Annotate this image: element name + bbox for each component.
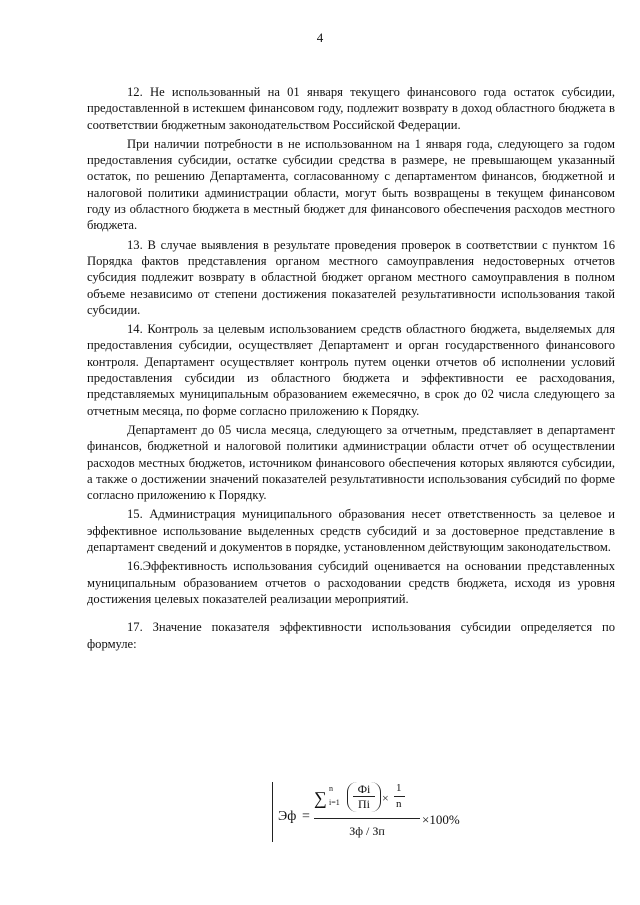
formula-sum-upper: n: [329, 784, 333, 793]
formula-fi: Фi: [357, 782, 371, 796]
paragraph-14-continuation: Департамент до 05 числа месяца, следующего за отчетным, представляет в департамент финансов, бюджетной и налоговой политики администрации области отчет об осуществлении расходов местных бюджетов, источником финансового обеспечения которых являются субсидии, а также о достижении значений показателей результативности использования субсидий по форме согласно приложению к Порядку.: [87, 422, 615, 503]
paragraph-13: 13. В случае выявления в результате проведения проверок в соответствии с пунктом 16 Порядка фактов представления органом местного самоуправления недостоверных отчетов субсидия подлежит возврату в областной бюджет органом местного самоуправления в полном объеме независимо от степени достижения показателей результативности использования такой субсидии.: [87, 237, 615, 317]
paragraph-15: 15. Администрация муниципального образования несет ответственность за целевое и эффективное использование выделенных средств субсидий и за достоверное представление в департамент сведений и документов в порядке, установленном действующим законодательством.: [87, 507, 615, 555]
formula-left-bar: [272, 782, 273, 842]
document-body: [87, 84, 615, 655]
paragraph-16: 16.Эффективность использования субсидий оценивается на основании представленных муниципальным образованием отчетов о расходовании средств бюджета, исходя из уровня достижения целевых показателей реализации мероприятий.: [87, 559, 615, 606]
page-number: 4: [316, 30, 324, 45]
paragraph-12-continuation: При наличии потребности в не использованном на 1 января года, следующего за годом предоставления субсидии, остатке субсидии средства в размере, не превышающем указанный остаток, по решению Департамента, согласованному с департаментом финансов, бюджетной и налоговой политики администрации области, могут быть возвращены в текущем финансовом году из областного бюджета в местный бюджет для финансового обеспечения расходов местного бюджета.: [87, 136, 615, 233]
paragraph-14: 14. Контроль за целевым использованием средств областного бюджета, выделяемых для предоставления субсидии, осуществляет Департамент и орган государственного финансового контроля. Департамент осуществляет контроль путем оценки отчетов об исполнении условий предоставления субсидии из областного бюджета и эффективности ее расходования, представляемых муниципальным образованием ежемесячно, в срок до 02 числа следующего за отчетным месяца, по форме согласно приложению к Порядку.: [87, 322, 615, 418]
formula-numerator: [314, 784, 418, 812]
formula-times: ×: [382, 791, 389, 805]
formula-one: 1: [396, 782, 402, 794]
paragraph-12: 12. Не использованный на 01 января текущего финансового года остаток субсидии, предоставленной в истекшем финансовом году, подлежит возврату в доход областного бюджета в соответствии бюджетным законодательством Российской Федерации.: [87, 85, 615, 132]
efficiency-formula: [272, 782, 472, 842]
formula-pi: Пi: [358, 797, 370, 811]
formula-sum-lower: i=1: [329, 798, 340, 807]
formula-main-fraction-line: [314, 818, 420, 819]
formula-n: n: [396, 798, 402, 810]
formula-lhs: Эф: [278, 809, 297, 824]
formula-sum-sign: ∑: [314, 788, 327, 808]
formula-small-fraction-line: [394, 796, 405, 797]
formula-percent: ×100%: [422, 812, 460, 827]
formula-parentheses: [347, 782, 381, 812]
paragraph-17: 17. Значение показателя эффективности использования субсидии определяется по формуле:: [87, 620, 615, 651]
formula-equals: =: [302, 809, 310, 824]
formula-denominator: Зф / Зп: [349, 824, 385, 838]
